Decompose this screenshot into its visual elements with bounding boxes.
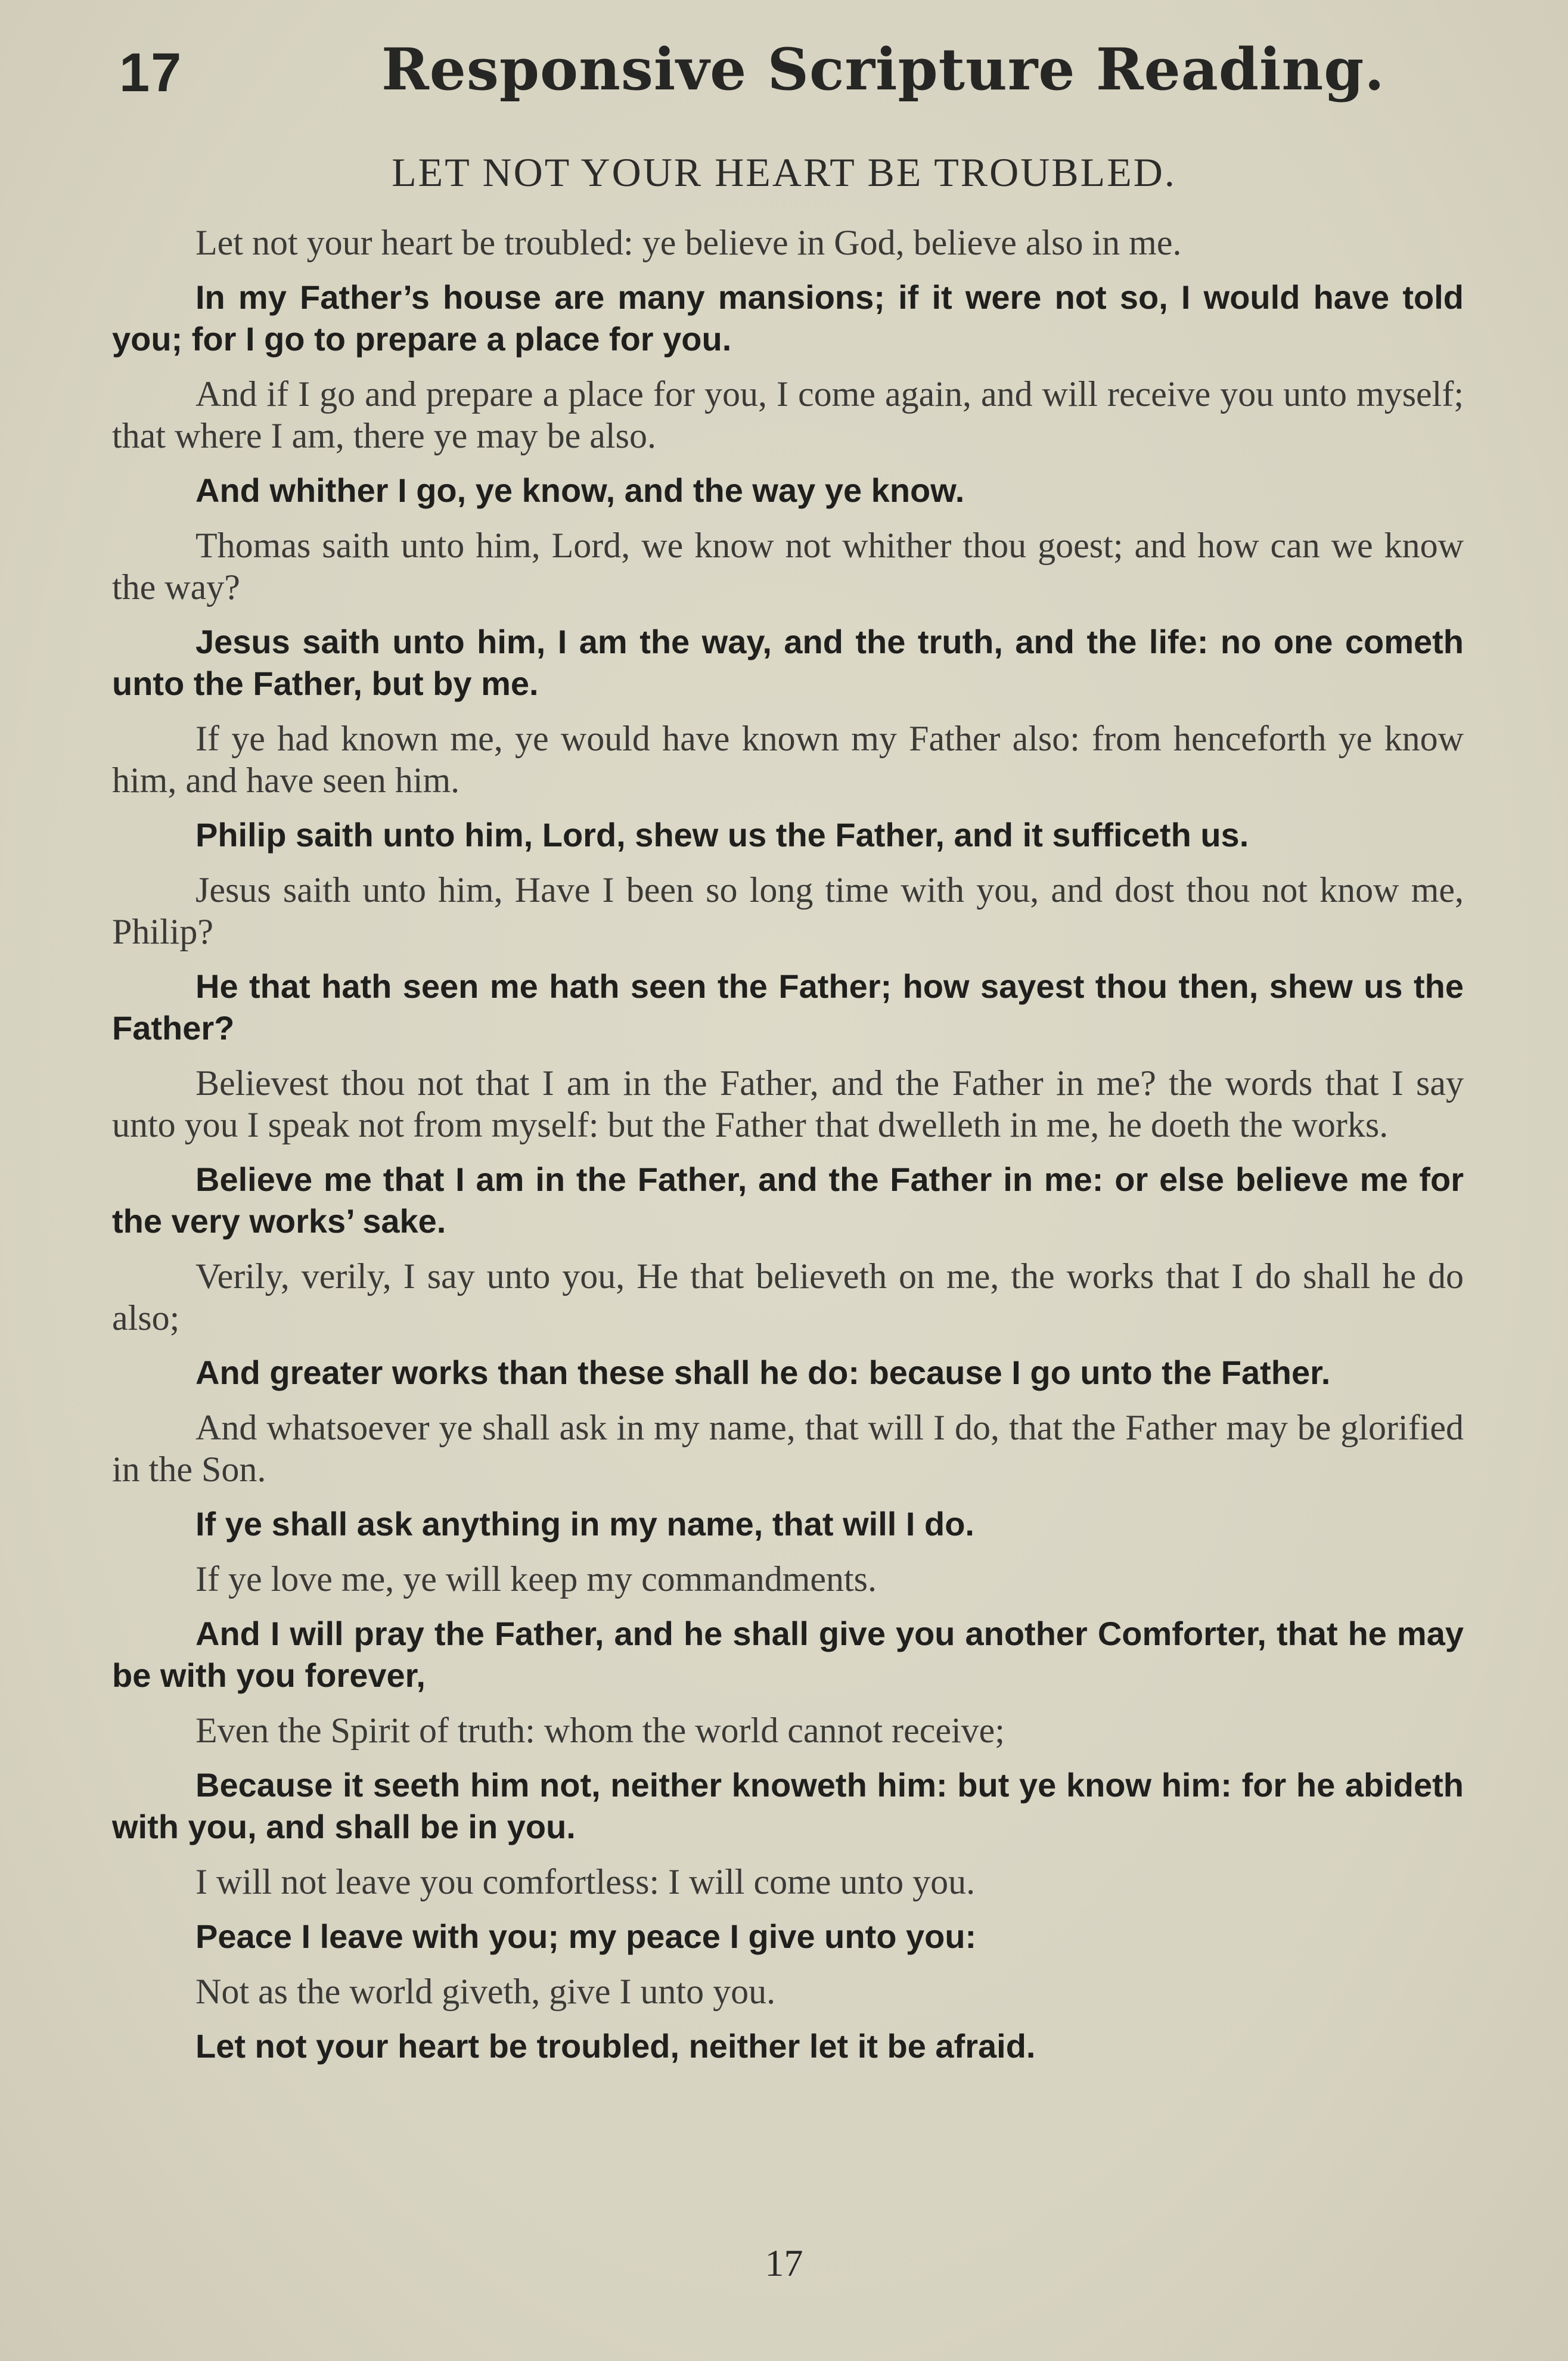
verse-leader: Thomas saith unto him, Lord, we know not whither thou goest; and how can we know the way?	[112, 526, 1464, 607]
verse-response: And greater works than these shall he do: because I go unto the Father.	[195, 1354, 1331, 1391]
verse-leader: Not as the world giveth, give I unto you.	[195, 1972, 776, 2011]
verse-response: In my Father’s house are many mansions; if it were not so, I would have told you; for I go to prepare a place for you.	[112, 278, 1464, 358]
reading-title: LET NOT YOUR HEART BE TROUBLED.	[392, 150, 1176, 195]
verse-response: Because it seeth him not, neither knoweth him: but ye know him: for he abideth with you, and shall be in you.	[112, 1766, 1464, 1845]
verse-response: And I will pray the Father, and he shall give you another Comforter, that he may be with you forever,	[112, 1615, 1464, 1694]
verse-response: Jesus saith unto him, I am the way, and the truth, and the life: no one cometh unto the Father, but by me.	[112, 623, 1464, 702]
verse-response: Philip saith unto him, Lord, shew us the Father, and it sufficeth us.	[195, 816, 1249, 854]
verse-leader: I will not leave you comfortless: I will come unto you.	[195, 1862, 976, 1901]
verse-response: Peace I leave with you; my peace I give unto you:	[195, 1918, 977, 1955]
running-head-title: Responsive Scripture Reading.	[381, 36, 1385, 103]
verse-response: Let not your heart be troubled, neither let it be afraid.	[195, 2027, 1036, 2065]
verse-response: And whither I go, ye know, and the way ye know.	[195, 471, 965, 509]
verse-leader: Let not your heart be troubled: ye believe in God, believe also in me.	[195, 223, 1182, 262]
verse-response: If ye shall ask anything in my name, that will I do.	[195, 1505, 974, 1543]
page-number-footer: 17	[765, 2242, 803, 2284]
verse-leader: If ye love me, ye will keep my commandments.	[195, 1559, 877, 1599]
verse-response: He that hath seen me hath seen the Father; how sayest thou then, shew us the Father?	[112, 967, 1464, 1047]
verse-leader: Believest thou not that I am in the Father, and the Father in me? the words that I say unto you I speak not from myself: but the Father that dwelleth in me, he doeth the works.	[112, 1063, 1464, 1144]
verse-leader: Even the Spirit of truth: whom the world cannot receive;	[195, 1711, 1005, 1750]
verse-leader: Verily, verily, I say unto you, He that believeth on me, the works that I do shall he do also;	[112, 1256, 1464, 1338]
verse-response: Believe me that I am in the Father, and the Father in me: or else believe me for the very works’ sake.	[112, 1161, 1464, 1240]
verse-leader: Jesus saith unto him, Have I been so long time with you, and dost thou not know me, Philip?	[112, 870, 1464, 951]
page-number-header: 17	[119, 42, 183, 103]
verse-leader: If ye had known me, ye would have known my Father also: from henceforth ye know him, and have seen him.	[112, 719, 1464, 800]
verse-list	[112, 222, 1464, 2080]
verse-leader: And whatsoever ye shall ask in my name, that will I do, that the Father may be glorified in the Son.	[112, 1408, 1464, 1489]
verse-leader: And if I go and prepare a place for you, I come again, and will receive you unto myself; that where I am, there ye may be also.	[112, 374, 1464, 455]
